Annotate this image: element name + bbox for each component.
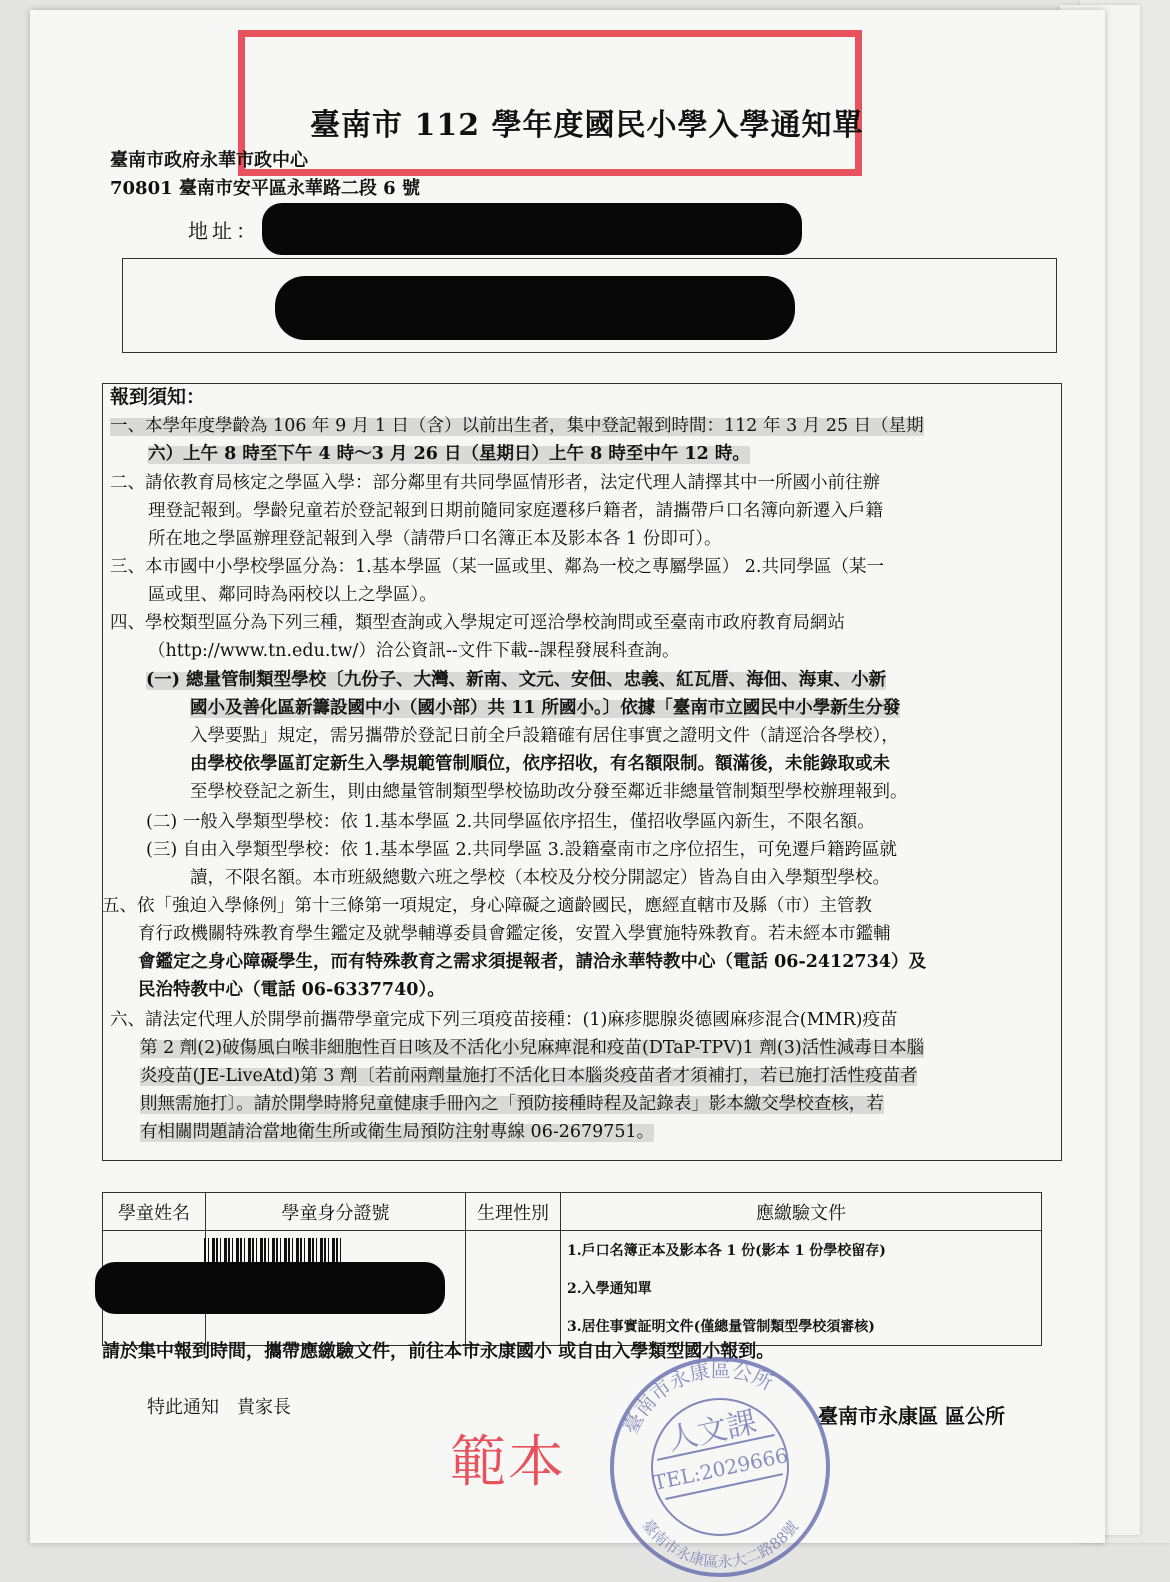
notice-line: 則無需施打〕。請於開學時將兒童健康手冊內之「預防接種時程及記錄表」影本繳交學校查核，若 — [140, 1094, 884, 1114]
document-item: 1.戶口名簿正本及影本各 1 份(影本 1 份學校留存) — [567, 1243, 886, 1259]
notice-line: (二) 一般入學類型學校：依 1.基本學區 2.共同學區依序招生，僅招收學區內新生，不限名額。 — [146, 812, 875, 832]
notice-line: 四、學校類型區分為下列三種，類型查詢或入學規定可逕洽學校詢問或至臺南市政府教育局網站 — [110, 613, 845, 633]
notice-line: 五、依「強迫入學條例」第十三條第一項規定，身心障礙之適齡國民，應經直轄市及縣（市）主管教 — [102, 896, 872, 916]
office-seal-stamp — [605, 1352, 835, 1582]
sample-watermark: 範本 — [450, 1430, 566, 1495]
notice-line: (一) 總量管制類型學校〔九份子、大灣、新南、文元、安佃、忠義、紅瓦厝、海佃、海東、小新 — [146, 670, 887, 690]
notice-line: 讀，不限名額。本市班級總數六班之學校（本校及分校分開認定）皆為自由入學類型學校。 — [190, 868, 890, 888]
notice-line: 六、請法定代理人於開學前攜帶學童完成下列三項疫苗接種：(1)麻疹腮腺炎德國麻疹混合(MMR)疫苗 — [110, 1010, 898, 1030]
header-documents: 應繳驗文件 — [561, 1193, 1042, 1231]
svg-text:人文課: 人文課 — [664, 1404, 761, 1458]
notice-line: 六）上午 8 時至下午 4 時～3 月 26 日（星期日）上午 8 時至中午 12 時。 — [148, 444, 750, 464]
document-item: 2.入學通知單 — [567, 1281, 652, 1297]
header-gender: 生理性別 — [466, 1193, 561, 1231]
notice-line: (三) 自由入學類型學校：依 1.基本學區 2.共同學區 3.設籍臺南市之序位招生，可免遷戶籍跨區就 — [146, 840, 897, 860]
footer-issuer: 臺南市永康區 區公所 — [818, 1404, 1005, 1428]
notice-line: 入學要點」規定，需另攜帶於登記日前全戶設籍確有居住事實之證明文件（請逕洽各學校）， — [190, 726, 899, 746]
cell-documents — [561, 1231, 1042, 1346]
redacted-recipient-name — [275, 276, 795, 340]
notice-line: 二、請依教育局核定之學區入學：部分鄰里有共同學區情形者，法定代理人請擇其中一所國小前往辦 — [110, 473, 880, 493]
notice-line: 會鑑定之身心障礙學生，而有特殊教育之需求須提報者，請洽永華特教中心（電話 06-2412734）及 — [138, 952, 926, 972]
notice-line: 理登記報到。學齡兒童若於登記報到日期前隨同家庭遷移戶籍者，請攜帶戶口名簿向新遷入戶籍 — [148, 501, 883, 521]
document-item: 3.居住事實証明文件(僅總量管制類型學校須審核) — [567, 1319, 875, 1335]
notice-line: 國小及善化區新籌設國中小（國小部）共 11 所國小。〕依據「臺南市立國民中小學新生分發 — [190, 698, 901, 718]
notice-line: 三、本市國中小學校學區分為：1.基本學區（某一區或里、鄰為一校之專屬學區） 2.共同學區（某一 — [110, 557, 884, 577]
redacted-address — [262, 203, 802, 255]
footer-closing: 特此通知 貴家長 — [147, 1397, 291, 1418]
notice-line: 所在地之學區辦理登記報到入學（請帶戶口名簿正本及影本各 1 份即可）。 — [148, 529, 722, 549]
notice-line: 區或里、鄰同時為兩校以上之學區）。 — [148, 585, 437, 605]
header-student-id: 學童身分證號 — [206, 1193, 466, 1231]
header-student-name: 學童姓名 — [103, 1193, 206, 1231]
notice-line: 炎疫苗(JE-LiveAtd)第 3 劑〔若前兩劑量施打不活化日本腦炎疫苗者才須補打，若已施打活性疫苗者 — [140, 1066, 918, 1086]
notice-line: 至學校登記之新生，則由總量管制類型學校協助改分發至鄰近非總量管制類型學校辦理報到。 — [190, 782, 908, 802]
sender-office: 臺南市政府永華市政中心 — [110, 150, 308, 171]
notice-line: （http://www.tn.edu.tw/）洽公資訊--文件下載--課程發展科查詢。 — [148, 641, 680, 661]
notice-heading: 報到須知： — [110, 386, 206, 408]
notice-line: 有相關問題請洽當地衛生所或衛生局預防注射專線 06-2679751。 — [140, 1122, 655, 1142]
notice-line: 育行政機關特殊教育學生鑑定及就學輔導委員會鑑定後，安置入學實施特殊教育。若未經本市鑑輔 — [138, 924, 891, 944]
notice-line: 民治特教中心（電話 06-6337740）。 — [138, 980, 445, 1000]
notice-line: 第 2 劑(2)破傷風白喉非細胞性百日咳及不活化小兒麻痺混和疫苗(DTaP-TPV)1 劑(3)活性減毒日本腦 — [140, 1038, 925, 1058]
footer-instruction: 請於集中報到時間，攜帶應繳驗文件，前往本市永康國小 或自由入學類型國小報到。 — [102, 1341, 775, 1362]
svg-text:臺南市永康區永大二路88號: 臺南市永康區永大二路88號 — [638, 1515, 803, 1572]
svg-text:臺南市永康區公所: 臺南市永康區公所 — [618, 1357, 777, 1438]
cell-gender — [466, 1231, 561, 1346]
sender-address: 70801 臺南市安平區永華路二段 6 號 — [110, 178, 420, 199]
address-label: 地址： — [188, 219, 260, 243]
page-title: 臺南市 112 學年度國民小學入學通知單 — [310, 108, 864, 143]
notice-line: 由學校依學區訂定新生入學規範管制順位，依序招收，有名額限制。額滿後，未能錄取或未 — [190, 754, 890, 774]
redacted-student-info — [95, 1262, 445, 1314]
svg-text:TEL:2029666: TEL:2029666 — [650, 1442, 790, 1495]
notice-line: 一、本學年度學齡為 106 年 9 月 1 日（含）以前出生者，集中登記報到時間：112 年 3 月 25 日（星期 — [110, 416, 924, 436]
